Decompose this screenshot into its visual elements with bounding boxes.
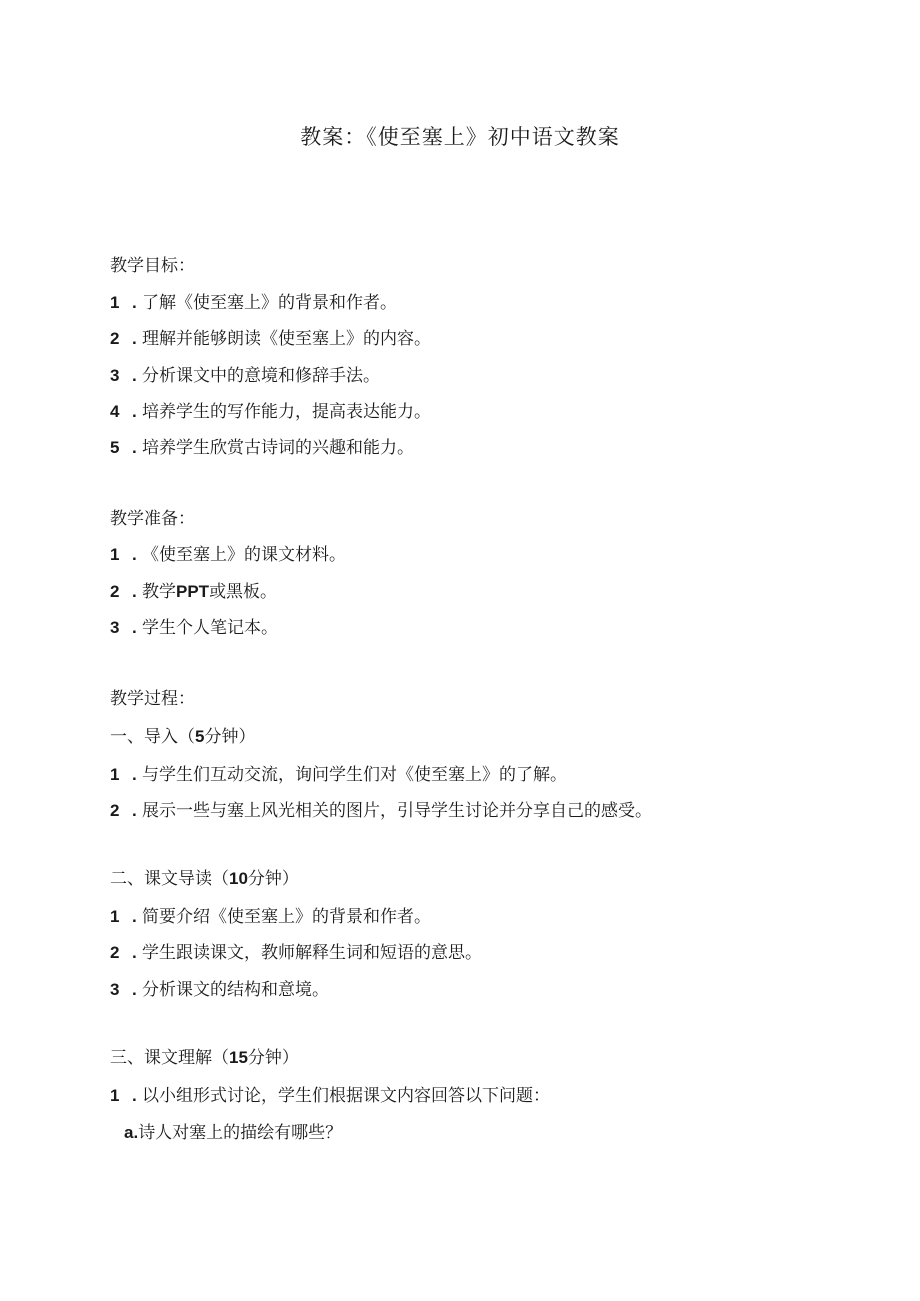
item-text: 展示一些与塞上风光相关的图片，引导学生讨论并分享自己的感受。 [142, 801, 652, 821]
objective-item [110, 327, 431, 351]
item-number: 4 [110, 402, 120, 421]
process-heading: 教学过程： [110, 689, 195, 709]
item-separator: . [132, 438, 137, 457]
item-separator: . [132, 943, 137, 962]
step-duration: 15 [229, 1048, 248, 1067]
item-text: 《使至塞上》的课文材料。 [142, 545, 346, 565]
item-separator: . [132, 907, 137, 926]
preparation-heading: 教学准备： [110, 509, 195, 529]
item-text: 或黑板。 [209, 582, 278, 602]
item-separator: . [132, 545, 137, 564]
item-separator: . [132, 618, 137, 637]
item-separator: . [132, 801, 137, 820]
process-subitem [124, 1121, 342, 1145]
item-separator: . [132, 329, 137, 348]
step-heading-text: 二、课文导读（ [110, 869, 229, 889]
item-number: 3 [110, 618, 120, 637]
process-item [110, 763, 567, 787]
item-text: 与学生们互动交流，询问学生们对《使至塞上》的了解。 [142, 765, 567, 785]
step-duration: 5 [195, 727, 205, 746]
item-number: 2 [110, 801, 120, 820]
preparation-item [110, 543, 346, 567]
step-heading-text: 三、课文理解（ [110, 1048, 229, 1068]
step-heading [110, 725, 255, 749]
item-separator: . [132, 366, 137, 385]
subitem-text: 诗人对塞上的描绘有哪些？ [138, 1123, 343, 1143]
item-number: 2 [110, 943, 120, 962]
item-text: 了解《使至塞上》的背景和作者。 [142, 293, 397, 313]
item-text: 教学 [142, 582, 176, 602]
item-text: 分析课文中的意境和修辞手法。 [142, 366, 380, 386]
item-separator: . [132, 402, 137, 421]
item-number: 5 [110, 438, 120, 457]
item-separator: . [132, 582, 137, 601]
item-text: 以小组形式讨论，学生们根据课文内容回答以下问题： [142, 1086, 550, 1106]
item-number: 3 [110, 366, 120, 385]
item-separator: . [132, 980, 137, 999]
subitem-label: a. [124, 1123, 139, 1142]
item-text: 简要介绍《使至塞上》的背景和作者。 [142, 907, 431, 927]
item-text: 学生个人笔记本。 [142, 618, 278, 638]
item-separator: . [132, 765, 137, 784]
process-item [110, 905, 431, 929]
item-separator: . [132, 1086, 137, 1105]
item-number: 1 [110, 545, 120, 564]
item-text: 学生跟读课文，教师解释生词和短语的意思。 [142, 943, 482, 963]
item-separator: . [132, 293, 137, 312]
process-item [110, 941, 482, 965]
objective-item [110, 436, 414, 460]
item-number: 1 [110, 765, 120, 784]
process-item [110, 1084, 550, 1108]
step-heading [110, 867, 299, 891]
item-number: 1 [110, 293, 120, 312]
step-heading-text: 一、导入（ [110, 727, 195, 747]
objectives-heading: 教学目标： [110, 256, 195, 276]
step-heading-text: 分钟） [247, 869, 299, 889]
objective-item [110, 400, 431, 424]
objective-item [110, 364, 380, 388]
item-text: 培养学生的写作能力，提高表达能力。 [142, 402, 431, 422]
step-heading-text: 分钟） [247, 1048, 299, 1068]
item-text: 分析课文的结构和意境。 [142, 980, 329, 1000]
process-item [110, 978, 329, 1002]
item-text: 培养学生欣赏古诗词的兴趣和能力。 [142, 438, 414, 458]
item-text: 理解并能够朗读《使至塞上》的内容。 [142, 329, 431, 349]
item-number: 3 [110, 980, 120, 999]
item-number: 2 [110, 582, 120, 601]
step-heading-text: 分钟） [204, 727, 256, 747]
preparation-item [110, 580, 277, 604]
step-heading [110, 1046, 299, 1070]
document-title: 教案：《使至塞上》初中语文教案 [300, 125, 620, 149]
item-number: 1 [110, 1086, 120, 1105]
objective-item [110, 291, 397, 315]
process-item [110, 799, 652, 823]
item-number: 1 [110, 907, 120, 926]
step-duration: 10 [229, 869, 248, 888]
item-number: 2 [110, 329, 120, 348]
preparation-item [110, 616, 278, 640]
item-text-bold: PPT [176, 582, 210, 601]
